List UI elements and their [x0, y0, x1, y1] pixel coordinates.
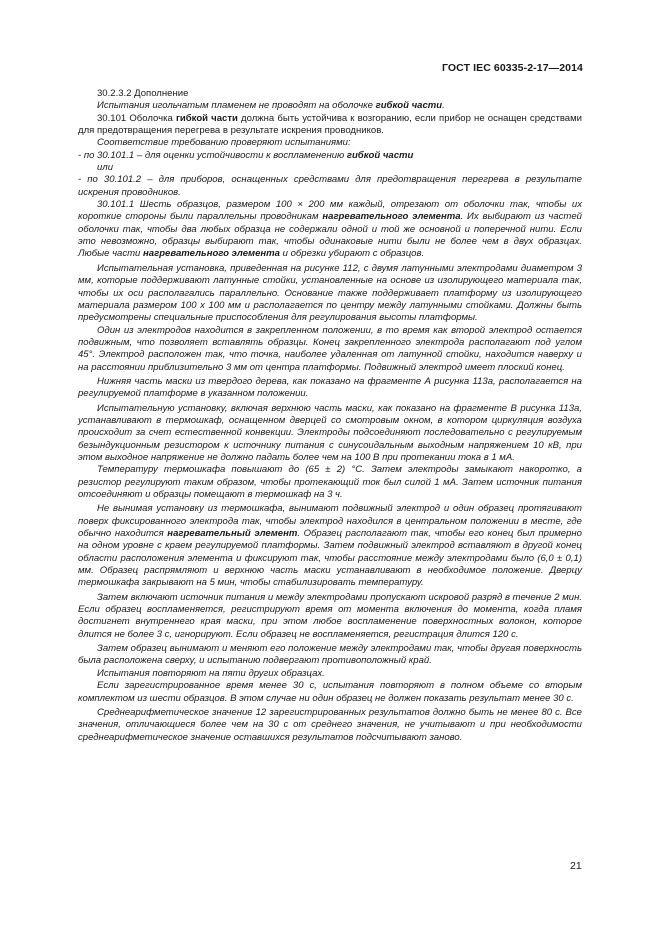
document-body	[78, 88, 582, 744]
text-run: или	[97, 162, 114, 174]
bold-term: гибкой части	[346, 149, 414, 161]
text-run: Не вынимая установку из термошкафа, вынимают подвижный электрод и один образец протягивают поверх фиксированного электрода так, чтобы электрод находился в центральном положении в месте, где обычно находится	[78, 503, 582, 540]
paragraph-p19	[78, 707, 582, 744]
text-run: .	[442, 100, 445, 112]
text-run: должна быть устойчива к возгоранию, если прибор не оснащен средствами для предотвращения перегрева в результате искрения проводников.	[78, 112, 582, 137]
paragraph-p11	[78, 376, 582, 401]
paragraph-p7	[78, 174, 582, 199]
paragraph-p14	[78, 503, 582, 589]
text-run: 30.101 Оболочка	[97, 112, 176, 124]
paragraph-p15	[78, 592, 582, 641]
text-run: 30.2.3.2 Дополнение	[97, 88, 189, 99]
text-run: Нижняя часть маски из твердого дерева, как показано на фрагменте А рисунка 113а, располагается на регулируемой платформе в указанном положении.	[78, 375, 582, 400]
text-run: Испытания повторяют на пяти других образцах.	[97, 667, 325, 679]
paragraph-p6	[78, 162, 582, 174]
text-run: Один из электродов находится в закрепленном положении, в то время как второй электрод остается подвижным, что позволяет вставлять образцы. Конец закрепленного электрода располагают под углом 45°. Электрод расположен так, что точка, наиболее удаленная от латунной стойки, находится наверху и на расстоянии приблизительно 3 мм от центра платформы. Подвижный электрод имеет плоский конец.	[78, 324, 582, 373]
text-run: Испытательную установку, включая верхнюю часть маски, как показано на фрагменте В рисунка 113а, устанавливают в термошкаф, оснащенном дверцей со смотровым окном, в котором циркуляция воздуха происходит за счет естественной конвекции. Электроды подсоединяют последовательно с регулируемым безындукционным резистором к источнику питания с синусоидальным выходным напряжением 10 кВ, при этом выходное напряжение не должно падать более чем на 100 В при протекании тока в 1 мА.	[78, 402, 582, 463]
paragraph-p2	[78, 100, 582, 112]
paragraph-p10	[78, 325, 582, 374]
paragraph-p12	[78, 403, 582, 465]
paragraph-p16	[78, 643, 582, 668]
paragraph-p13	[78, 464, 582, 501]
page-number: 21	[570, 860, 582, 872]
text-run: Затем включают источник питания и между электродами пропускают искровой разряд в течение 2 мин. Если образец воспламеняется, регистрируют время от момента включения до момента, когда пламя достигнет внутреннего края маски, при этом любое воспламенение поверхностных волокон, которое длится не более 3 с, игнорируют. Если образец не воспламеняется, регистрация длится 120 с.	[78, 591, 582, 640]
text-run: . Образец располагают так, чтобы его конец был примерно на одном уровне с краем регулируемой платформы. Затем подвижный электрод вставляют в другой конец области расположения элемента и фиксируют так, чтобы расстояние между электродами было (6,0 ± 0,1) мм. Образец распрямляют и верхнюю часть маски устанавливают в необходимое положение. Дверцу термошкафа закрывают на 5 мин, чтобы стабилизировать температуру.	[78, 528, 582, 589]
standard-designation: ГОСТ IEC 60335-2-17—2014	[441, 62, 583, 74]
text-run: - по 30.101.2 – для приборов, оснащенных средствами для предотвращения перегрева в результате искрения проводников.	[78, 174, 582, 198]
bold-term: гибкой части	[175, 112, 238, 124]
text-run: Температуру термошкафа повышают до (65 ± 2) °С. Затем электроды замыкают накоротко, а резистор регулируют таким образом, чтобы протекающий ток был силой 1 мА. Затем источник питания отсоединяют и образцы помещают в термошкаф на 3 ч.	[78, 464, 582, 500]
text-run: . Их выбирают из частей оболочки так, чтобы два любых образца не содержали одной и той же основной и поперечной нити. Если это невозможно, образцы выбирают так, чтобы одинаковые нити были не более чем в двух образцах. Любые части	[78, 211, 582, 260]
bold-term: гибкой части	[375, 100, 443, 112]
text-run: Испытания игольчатым пламенем не проводят на оболочке	[97, 100, 376, 112]
paragraph-p17	[78, 668, 582, 680]
bold-term: нагревательного элемента	[322, 211, 461, 223]
paragraph-p5	[78, 150, 582, 162]
text-run: 30.101.1 Шесть образцов, размером 100 × 200 мм каждый, отрезают от оболочки так, чтобы их короткие стороны были параллельны проводникам	[78, 199, 582, 223]
paragraph-p1	[78, 88, 582, 100]
text-run: Испытательная установка, приведенная на рисунке 112, с двумя латунными электродами диаметром 3 мм, которые поддерживают латунные стойки, установленные на основе из изолирующего материала так, чтобы их оси располагались параллельно. Основание также поддерживает платформу из изолирующего материала размером 100 х 100 мм и располагается по центру между латунными стойками. Должны быть предусмотрены специальные приспособления для регулирования высоты платформы.	[78, 262, 582, 324]
text-run: Соответствие требованию проверяют испытаниями:	[97, 137, 351, 149]
text-run: Затем образец вынимают и меняют его положение между электродами так, чтобы другая поверхность была расположена сверху, и испытанию подвергают противоположный край.	[78, 643, 582, 667]
bold-term: нагревательного элемента	[143, 248, 280, 260]
paragraph-p4	[78, 137, 582, 149]
text-run: Среднеарифметическое значение 12 зарегистрированных результатов должно быть не менее 80 с. Все значения, отличающиеся более чем на 30 с от среднего значения, не учитывают и при необходимости среднеарифметическое значение оставшихся результатов подсчитывают заново.	[78, 706, 582, 743]
paragraph-p8	[78, 199, 582, 261]
text-run: - по 30.101.1 – для оценки устойчивости к воспламенению	[78, 149, 347, 161]
text-run: Если зарегистрированное время менее 30 с, испытания повторяют в полном объеме со вторым комплектом из шести образцов. В этом случае ни один образец не должен показать результат менее 30 с.	[78, 680, 582, 704]
paragraph-p9	[78, 263, 582, 325]
paragraph-p3	[78, 113, 582, 138]
paragraph-p18	[78, 680, 582, 705]
bold-term: нагревательный элемент	[167, 528, 298, 540]
text-run: и обрезки убирают с образцов.	[279, 248, 425, 260]
